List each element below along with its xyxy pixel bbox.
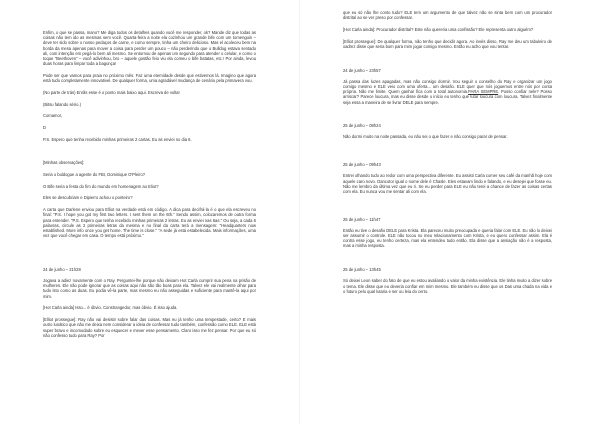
postscript: P.S. Espero que tenha recebido minhas primeiras 2 cartas. Eu as enviei no dia 6. xyxy=(43,136,192,142)
entry-date: 25 de junho – 09h43 xyxy=(343,162,381,168)
paragraph: Não dormi muito na noite passada, eu não sei o que fazer e não consigo parar de pensar. xyxy=(343,134,508,140)
entry-date: 24 de junho – 21h28 xyxy=(43,266,81,272)
paragraph: (Bitsu falando sério.) xyxy=(43,101,81,107)
entry-date: 25 de junho – 13h45 xyxy=(343,267,381,273)
paragraph: Pode ser que vamos para praia no próximo mês. Faz uma eternidade desde que estivemos lá. Imagino que agora está tudo completamente innovativel. De qualquer forma, uma agradável mudança de cenário pela primavera vou. xyxy=(43,72,256,84)
section-heading: [Minhas observações]: xyxy=(43,160,85,166)
underlined-text: PARA SEMPRE xyxy=(468,89,499,95)
entry-date: 25 de junho – 11h47 xyxy=(343,216,381,222)
paragraph: Eles se descubriam e Dipierro achou o ponteiro? xyxy=(43,195,133,201)
entry-date: 24 de junho – 23h57 xyxy=(343,67,381,73)
closing-salutation: Comamor, xyxy=(43,113,63,119)
right-page xyxy=(300,0,600,424)
paragraph: Seria o buldogue a agente do FBI, Dominique O'Pleiro? xyxy=(43,172,146,178)
paragraph: Jogava a adiez novamente com o Ray. Perguntei-lhe porque não deixam Hot Carla cumprir sua pena na prisão de mulheres. Ele não pode ignorar que as coisas aqui não são tão boas para ela. Talvez ele vai realmente olhar para tudo isto como as duas. Eu podia vê-la parte, mas mesmo eu não asseguidas e suficiente para mantê-la aqui por mim. xyxy=(43,278,256,299)
entry-date: 25 de junho – 08h24 xyxy=(343,123,381,129)
paragraph: O Bife seria a festa do fim do mundo em homenagem ao Eliot? xyxy=(43,183,159,189)
paragraph: [Elliot prossegue]: De qualquer forma, não tenho que decidir agora. Ao invés disso, Ray me deu um tabuleiro de xadrez disse que seria bom para mim jogar comigo mesmo. Então eu acho que vou tentar. xyxy=(343,38,552,49)
paragraph: Enfim, o que se passa, mano? Me diga todos os detalhes quando você me responder, ok? Mande diz que todas as coisas não tem ido as mesmas sem você. Quarta-feira a noite ela cozinhou um grande bife com um tomenguin – deve ter sido sobre o nosso pedaços de carne, e como sempre, tinha um cheiro delicioso. Mas el acoleceu bem na borda da mesa apenas para mover a coisa para perder um pouco – não perderindo que o Bulldog estava sentado ali, com intenção em pegá-lo bem ali mesmo. Se entornou de apenas um segundo para atender o celular, e como o toque "Beethoven" – você adivinhou, bro – aquele gostão feio viu ela comeu o bife batatas, etc.! Por ainda, levou duas horas para limpar toda a bagunça! xyxy=(43,30,256,67)
paragraph: Entrei olhando tudo ao redor com uma perspectiva diferente. Eu assisti Carla comer seu café da manhã hoje com aquele caro novo. Dancotor igual o nome dele é Chasle. Eles estavam lindo e falando, e eu desejei que fosse eu. Não me lembro da última vez que eu ri. Se eu perder para ELE eu não terei a chance de fazer as coisas certas com ela. Eu nunca vou me sentar ali com ela. xyxy=(343,173,552,194)
paragraph: [Hot Carla ainda]: Procurador distrital? Este não quereria uma confissão? Ele representa outro alguém? xyxy=(343,26,534,32)
paragraph: [Elliot prossegue]: Ray não vai desistir sobre falar das coisas. Mas eu já tenho uma tempestade, certo? E mais outro lunático que não me deixa nem considerar a ideia de confessar tudo também, confessão como ELE. ELE está super bravo e incomodado sobre eu esquecer e mexer esse pensamento. Claro isso me fez pensar. Por que eu só não confesso tudo para Ray? Por xyxy=(43,317,256,338)
paragraph: que eu só não lhe conto tudo? ELE tem um argumento de que talvez não se sinta bem com um procurador distrital ao se ver preso por confessar. xyxy=(343,10,552,21)
paragraph: Só deixei Leon saber do fato de que eu estou avaliando o valor da minha existência. Ele tinha muito a dizer sobre o tema. Ele disse que eu deveria confiar em mim mesmo. Ele também eu disse que os Das uma chada na vida e o futuro pelo qual lutaria e ser ou leia do certo. xyxy=(343,278,552,294)
paragraph: A carta que Darlene enviou para Elliot na verdade está em código. A dica para decifrá-la é o que ela escreveu no final: "P.S. I hope you got my first two letters. I sent them on the 6th." Sendo assim, colocaremos de outra forma para entender. "P.S. Espero que tenha recebido minhas primeiras 2 letras. Eu as enviei nas 6as." Ou seja, a cada 6 palavras, circule as 2 primeiras letras da mesma e no final da carta terá a mensagem: "Headquarters now established. More info once you get home. The time is close." "A sede já está estabelecida. Mais informações, uma vez que você chegar em casa. O tempo está próximo." xyxy=(43,207,256,239)
paragraph: [Hot Carla ainda] Isso... é óbvio. Constrangedor, mas óbvio. É isso ajuda. xyxy=(43,305,178,311)
text-span: . Posso confiar nele? Posso arriscar? Parece loucura, mas eu disse desde o início eu tenho que lutar loucura com loucura. Talvez finalmente seja essa a maneira de se livrar DELE para sempre. xyxy=(343,89,552,105)
signature-initial: D xyxy=(43,124,46,130)
text-span: Já passa das luzes apagadas, mas não consigo dormir. Vou seguir o conselho do Ray e organizar um jogo comigo mesmo e ELE veio com uma oferta... um desafio. ELE quer que nós joguemos entre nós por conta própria. Não me limite. Quem ganhar fica com a total autonomia. xyxy=(343,78,552,95)
paragraph xyxy=(343,79,552,105)
paragraph: Então eu tive o desafio DELE para Krista. Ela pareceu muito preocupada e queria falar com ELE. Eu não lo deixei ser assumir o controle. ELE não tocou no meu relacionamento com Krista, e eu quero confessar assim. Ela é contra esse jogo, eu tenho certeza, mas ela entendeu tudo então. Ela disse que a ansiação não é a resposta, mas a minha resposta. xyxy=(343,227,552,249)
paragraph: (No parte de trás) Enrãs esse é o ponto mais baixo aqui. Escreva de volta! xyxy=(43,89,180,95)
